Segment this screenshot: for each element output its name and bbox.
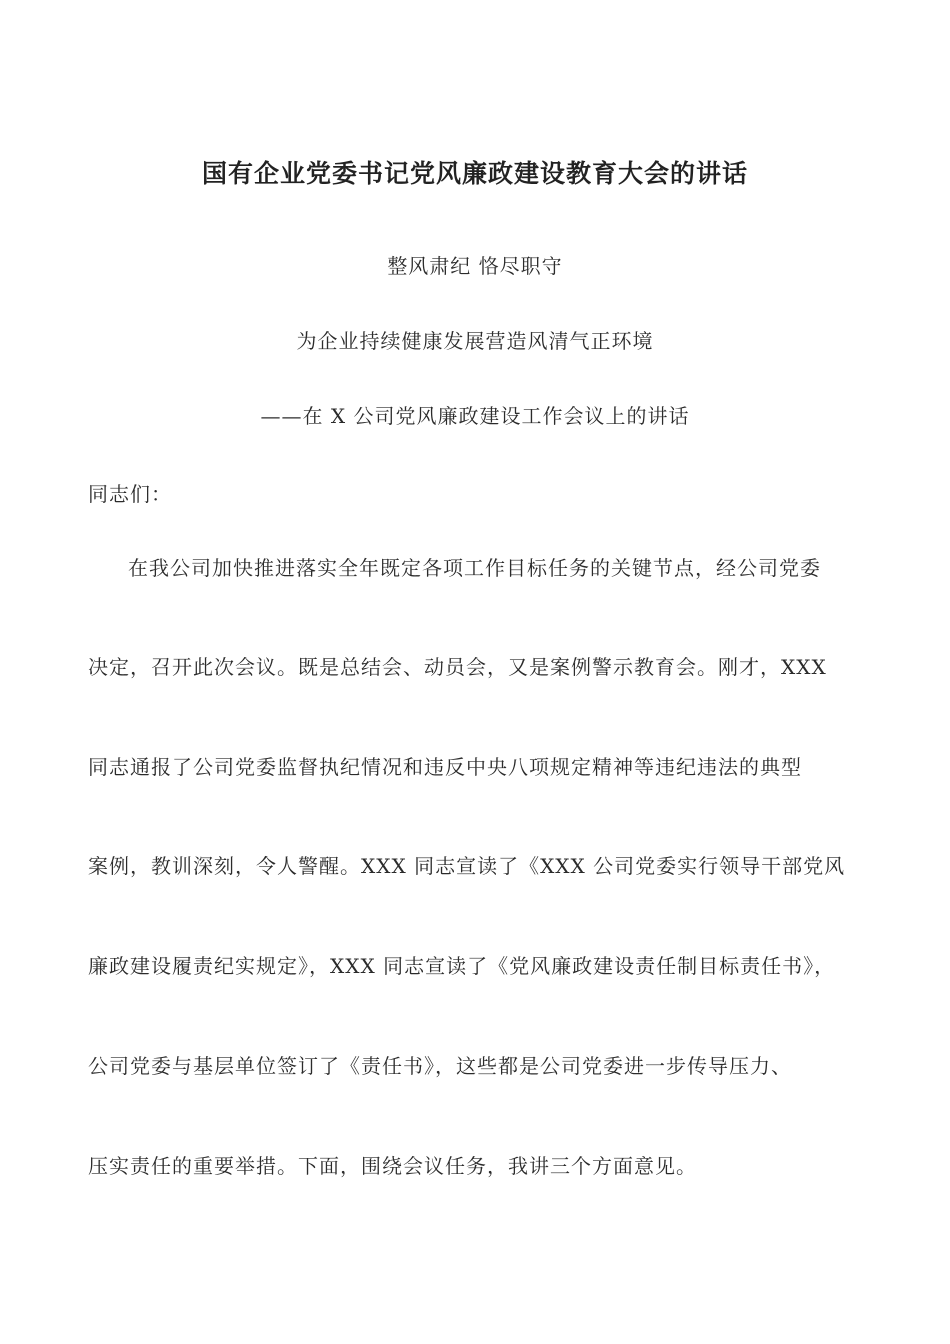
paragraph-line: 决定，召开此次会议。既是总结会、动员会，又是案例警示教育会。刚才，XXX	[88, 655, 827, 679]
paragraph-line: 在我公司加快推进落实全年既定各项工作目标任务的关键节点，经公司党委	[128, 556, 821, 580]
document-title: 国有企业党委书记党风廉政建设教育大会的讲话	[201, 159, 748, 188]
paragraph-line: 公司党委与基层单位签订了《责任书》，这些都是公司党委进一步传导压力、	[88, 1054, 792, 1078]
paragraph-line: 案例，教训深刻，令人警醒。XXX 同志宣读了《XXX 公司党委实行领导干部党风	[88, 854, 846, 878]
paragraph-line: 同志通报了公司党委监督执纪情况和违反中央八项规定精神等违纪违法的典型	[88, 755, 802, 779]
salutation: 同志们：	[88, 482, 172, 506]
subtitle-occasion: ——在 X 公司党风廉政建设工作会议上的讲话	[260, 404, 690, 428]
paragraph-line: 压实责任的重要举措。下面，围绕会议任务，我讲三个方面意见。	[88, 1154, 697, 1178]
subtitle-slogan: 整风肃纪 恪尽职守	[387, 254, 563, 278]
paragraph-line: 廉政建设履责纪实规定》，XXX 同志宣读了《党风廉政建设责任制目标责任书》，	[88, 954, 836, 978]
subtitle-goal: 为企业持续健康发展营造风清气正环境	[296, 329, 654, 353]
